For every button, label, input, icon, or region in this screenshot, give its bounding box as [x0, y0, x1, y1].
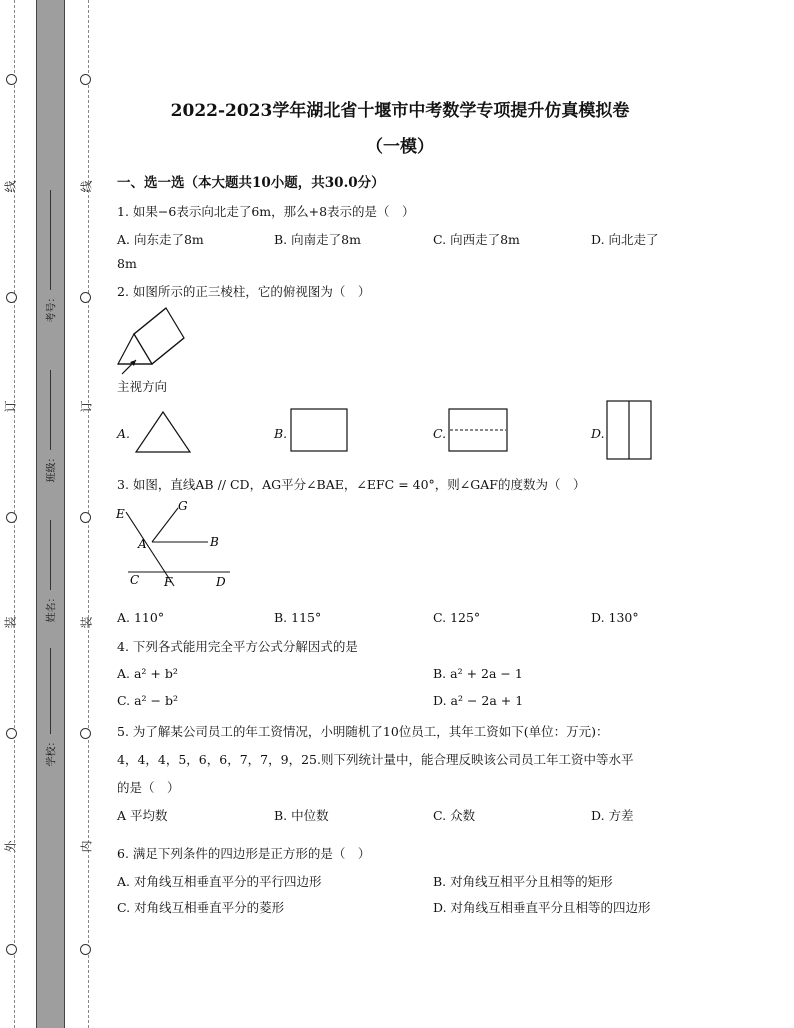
field-name[interactable] — [40, 520, 60, 625]
question-3-stem: 3. 如图，直线AB // CD，AG平分∠BAE，∠EFC = 40°，则∠GAF的度数为（ ） — [117, 477, 586, 492]
band-edge-right — [64, 0, 65, 1028]
question-6-stem: 6. 满足下列条件的四边形是正方形的是（ ） — [117, 846, 371, 861]
binding-char: 装 — [3, 616, 18, 629]
question-1-stem: 1. 如果−6表示向北走了6m，那么+8表示的是（ ） — [117, 204, 415, 219]
field-school[interactable] — [40, 648, 60, 769]
q4-option-c[interactable]: C. a² − b² — [117, 693, 178, 708]
q1-option-a[interactable]: A. 向东走了8m — [117, 232, 204, 247]
binding-char: 订 — [79, 400, 94, 413]
question-5-stem-1: 5. 为了解某公司员工的年工资情况，小明随机了10位员工，其年工资如下(单位：万元)： — [117, 724, 609, 739]
question-2-stem: 2. 如图所示的正三棱柱，它的俯视图为（ ） — [117, 284, 371, 299]
field-class[interactable] — [40, 370, 60, 485]
q1-option-d[interactable]: D. 向北走了 — [591, 232, 659, 247]
binding-hole — [80, 74, 91, 85]
q2-option-c[interactable]: C. — [433, 426, 447, 441]
q2-option-b[interactable]: B. — [274, 426, 288, 441]
q3-option-a[interactable]: A. 110° — [117, 610, 165, 625]
option-d-rectangle-split — [606, 400, 654, 462]
option-a-triangle — [134, 410, 192, 454]
q4-option-d[interactable]: D. a² − 2a + 1 — [433, 693, 524, 708]
binding-hole — [6, 728, 17, 739]
question-4-stem: 4. 下列各式能用完全平方公式分解因式的是 — [117, 639, 358, 654]
q2-option-a[interactable]: A. — [117, 426, 131, 441]
label-b: B — [210, 535, 219, 549]
binding-char: 线 — [79, 180, 94, 193]
q2-option-d[interactable]: D. — [591, 426, 605, 441]
q1-option-c[interactable]: C. 向西走了8m — [433, 232, 520, 247]
binding-char: 外 — [3, 840, 18, 853]
gray-band — [36, 0, 64, 1028]
q5-option-b[interactable]: B. 中位数 — [274, 808, 329, 823]
q6-option-c[interactable]: C. 对角线互相垂直平分的菱形 — [117, 900, 285, 915]
binding-hole — [6, 292, 17, 303]
page-subtitle: （一模） — [366, 137, 434, 157]
section-heading: 一、选一选（本大题共10小题，共30.0分） — [117, 175, 385, 191]
field-label: 姓名： — [46, 592, 58, 623]
q5-option-c[interactable]: C. 众数 — [433, 808, 476, 823]
field-label: 班级： — [46, 452, 58, 483]
q5-option-a[interactable]: A 平均数 — [117, 808, 168, 823]
q1-option-b[interactable]: B. 向南走了8m — [274, 232, 361, 247]
q1-option-d-wrap: 8m — [117, 256, 137, 271]
binding-hole — [80, 512, 91, 523]
binding-char: 装 — [79, 616, 94, 629]
q6-option-d[interactable]: D. 对角线互相垂直平分且相等的四边形 — [433, 900, 651, 915]
band-edge-left — [36, 0, 37, 1028]
binding-hole — [80, 292, 91, 303]
option-b-rectangle — [290, 408, 350, 454]
prism-figure — [114, 304, 214, 376]
q3-option-b[interactable]: B. 115° — [274, 610, 322, 625]
q5-option-d[interactable]: D. 方差 — [591, 808, 634, 823]
parallel-lines-figure — [112, 498, 242, 590]
page-title: 2022-2023学年湖北省十堰市中考数学专项提升仿真模拟卷 — [170, 101, 630, 121]
label-a: A — [138, 537, 147, 551]
view-direction-label: 主视方向 — [117, 379, 168, 394]
field-exam-number[interactable] — [40, 190, 60, 325]
binding-hole — [6, 74, 17, 85]
question-5-stem-2: 4，4，4，5，6，6，7，7，9，25.则下列统计量中，能合理反映该公司员工年工资中等水平 — [117, 752, 634, 767]
binding-char: 内 — [79, 840, 94, 853]
q3-option-d[interactable]: D. 130° — [591, 610, 639, 625]
binding-hole — [80, 728, 91, 739]
binding-char: 订 — [3, 400, 18, 413]
binding-hole — [6, 944, 17, 955]
field-label: 学校： — [46, 736, 58, 767]
q3-option-c[interactable]: C. 125° — [433, 610, 481, 625]
q4-option-b[interactable]: B. a² + 2a − 1 — [433, 666, 523, 681]
binding-char: 线 — [3, 180, 18, 193]
field-label: 考号： — [46, 292, 58, 323]
label-g: G — [178, 499, 188, 513]
label-c: C — [130, 573, 140, 587]
label-d: D — [216, 575, 226, 589]
binding-hole — [6, 512, 17, 523]
q4-option-a[interactable]: A. a² + b² — [117, 666, 178, 681]
q6-option-b[interactable]: B. 对角线互相平分且相等的矩形 — [433, 874, 613, 889]
binding-hole — [80, 944, 91, 955]
question-5-stem-3: 的是（ ） — [117, 780, 180, 795]
label-f: F — [164, 575, 173, 589]
label-e: E — [116, 507, 125, 521]
q6-option-a[interactable]: A. 对角线互相垂直平分的平行四边形 — [117, 874, 322, 889]
option-c-rectangle-dashed — [448, 408, 510, 454]
